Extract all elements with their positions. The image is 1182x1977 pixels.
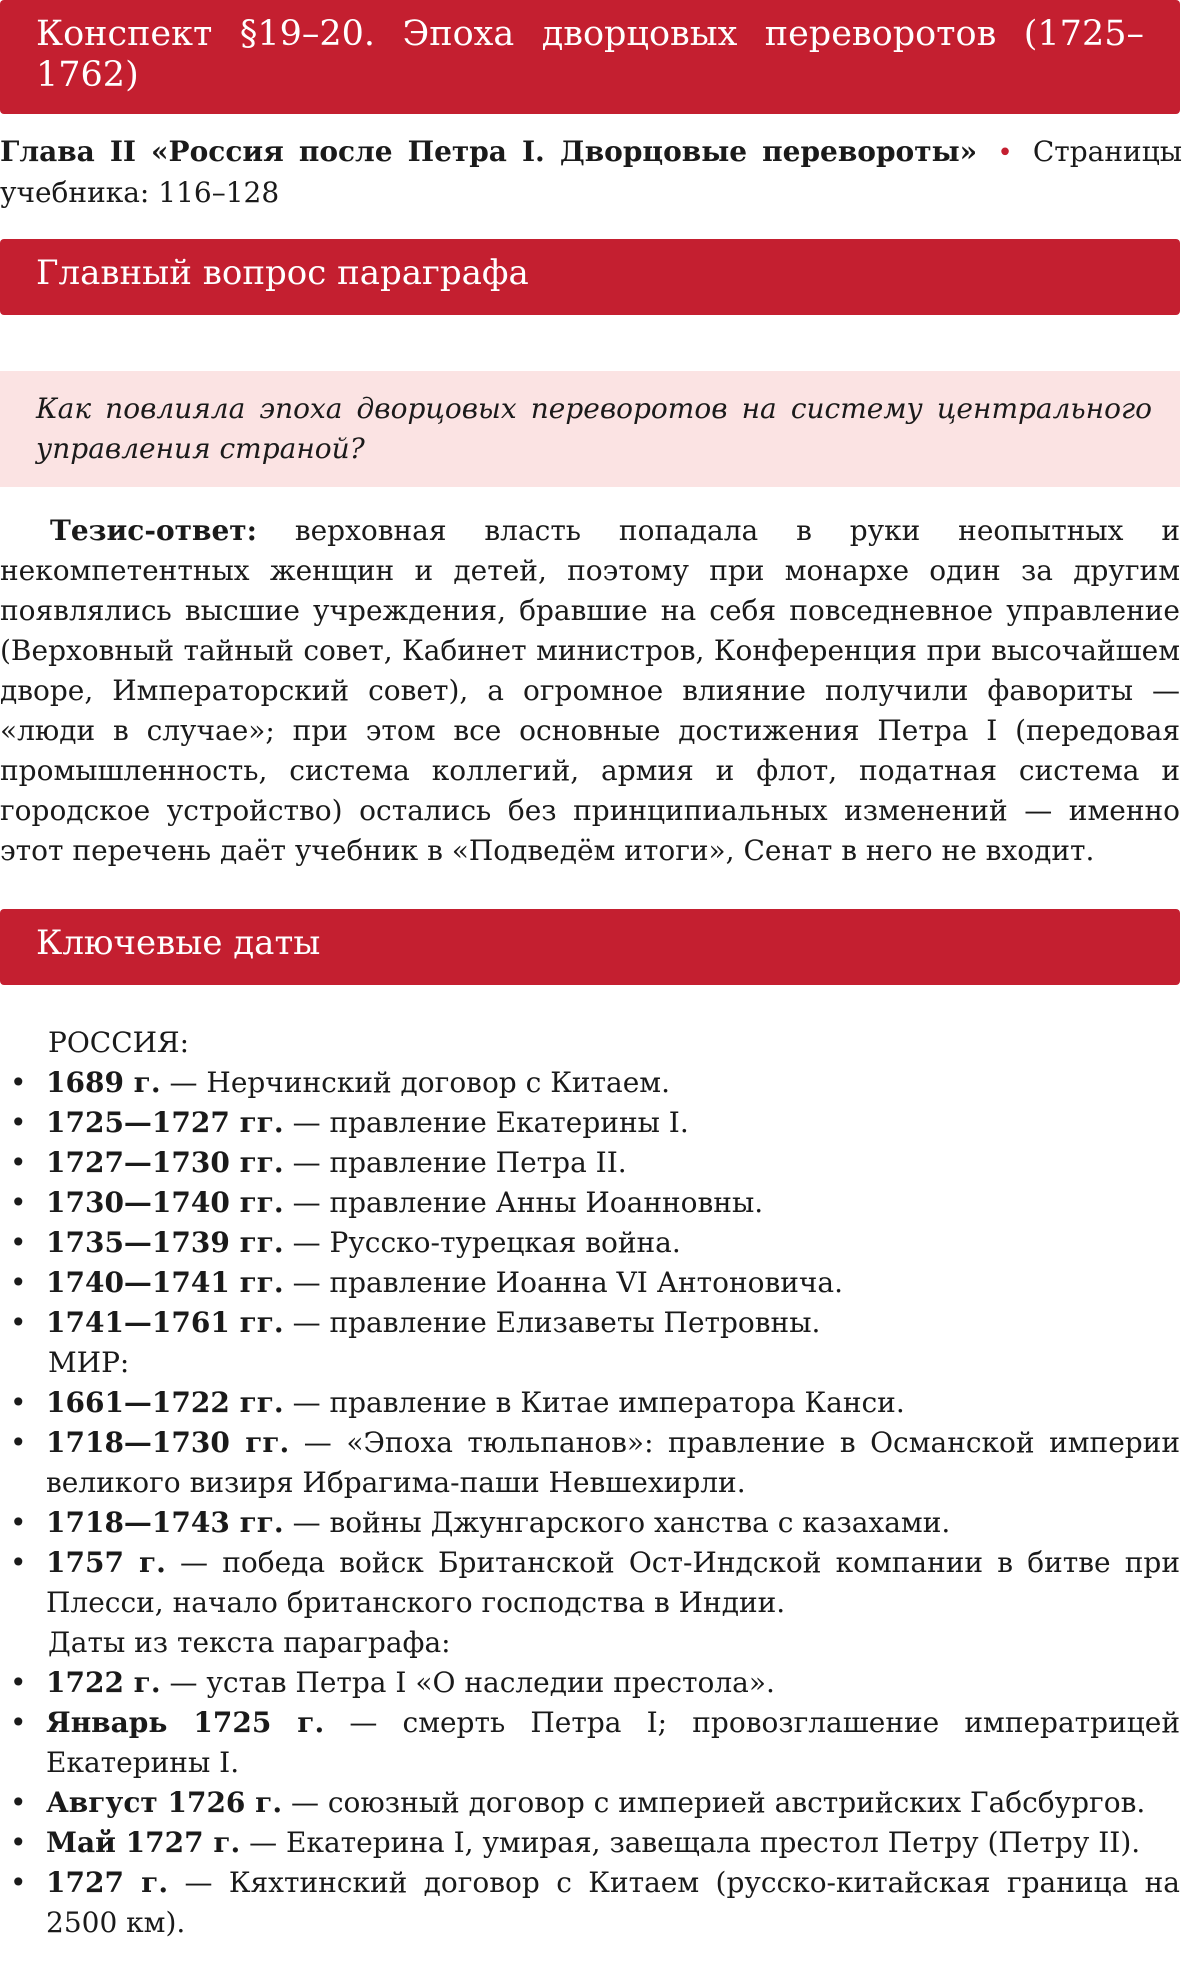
main-question-banner <box>0 239 1180 315</box>
bullet-icon: • <box>10 1546 27 1579</box>
date-label: 1661—1722 гг. <box>46 1386 284 1419</box>
date-text: — правление Екатерины I. <box>283 1106 689 1139</box>
date-label: Август 1726 г. <box>46 1786 283 1819</box>
key-dates-banner <box>0 909 1180 985</box>
list-item <box>0 1223 1180 1263</box>
chapter-pages: Страницы учебника: 116–128 <box>0 135 1182 209</box>
list-item <box>0 1823 1180 1863</box>
bullet-icon: • <box>10 1706 27 1739</box>
bullet-icon: • <box>10 1146 27 1179</box>
date-label: 1689 г. <box>46 1066 161 1099</box>
key-dates-list <box>0 1023 1180 1943</box>
date-label: 1722 г. <box>46 1666 161 1699</box>
page-title: Конспект §19–20. Эпоха дворцовых переворотов (1725–1762) <box>36 14 1144 95</box>
bullet-icon: • <box>10 1186 27 1219</box>
main-question-box <box>0 371 1180 487</box>
date-label: 1730—1740 гг. <box>46 1186 284 1219</box>
date-label: 1727—1730 гг. <box>46 1146 284 1179</box>
date-label: Январь 1725 г. <box>46 1706 325 1739</box>
date-label: 1727 г. <box>46 1866 169 1899</box>
date-label: 1725—1727 гг. <box>46 1106 284 1139</box>
bullet-icon: • <box>10 1666 27 1699</box>
list-item <box>0 1183 1180 1223</box>
date-text: — победа войск Британской Ост-Индской компании в битве при Плесси, начало британского господства в Индии. <box>46 1546 1180 1619</box>
list-item <box>0 1063 1180 1103</box>
thesis-text: верховная власть попадала в руки неопытных и некомпетентных женщин и детей, поэтому при монархе один за другим появлялись высшие учреждения, бравшие на себя повседневное управление (Верховный тайный совет, Кабинет министров, Конференция при высочайшем дворе, Императорский совет), а огромное влияние получили фавориты — «люди в случае»; при этом все основные достижения Петра I (передовая промышленность, система коллегий, армия и флот, податная система и городское устройство) остались без принципиальных изменений — именно этот перечень даёт учебник в «Подведём итоги», Сенат в него не входит. <box>0 514 1180 867</box>
group-label-russia: РОССИЯ: <box>48 1026 190 1059</box>
bullet-icon: • <box>10 1386 27 1419</box>
date-label: 1718—1730 гг. <box>46 1426 290 1459</box>
date-text: — Екатерина I, умирая, завещала престол Петру (Петру II). <box>240 1826 1141 1859</box>
date-text: — правление Анны Иоанновны. <box>283 1186 764 1219</box>
date-text: — правление Петра II. <box>283 1146 627 1179</box>
date-text: — устав Петра I «О наследии престола». <box>160 1666 775 1699</box>
list-item <box>0 1863 1180 1943</box>
list-item <box>0 1103 1180 1143</box>
date-label: Май 1727 г. <box>46 1826 241 1859</box>
bullet-icon: • <box>10 1506 27 1539</box>
date-label: 1757 г. <box>46 1546 166 1579</box>
date-text: — «Эпоха тюльпанов»: правление в Османской империи великого визиря Ибрагима-паши Невшехирли. <box>46 1426 1181 1499</box>
list-item <box>0 1783 1180 1823</box>
date-text: — союзный договор с империей австрийских Габсбургов. <box>282 1786 1146 1819</box>
bullet-icon: • <box>10 1106 27 1139</box>
list-item <box>0 1143 1180 1183</box>
date-text: — Нерчинский договор с Китаем. <box>160 1066 670 1099</box>
date-label: 1718—1743 гг. <box>46 1506 284 1539</box>
list-item <box>0 1663 1180 1703</box>
main-question-heading: Главный вопрос параграфа <box>36 253 529 293</box>
bullet-icon: • <box>10 1306 27 1339</box>
list-item <box>0 1503 1180 1543</box>
bullet-icon: • <box>10 1066 27 1099</box>
list-item <box>0 1303 1180 1343</box>
thesis-label: Тезис-ответ: <box>50 514 257 547</box>
group-label-world: МИР: <box>48 1346 130 1379</box>
page-title-banner <box>0 0 1180 114</box>
bullet-icon: • <box>10 1866 27 1899</box>
group-label-paragraph-dates: Даты из текста параграфа: <box>48 1626 451 1659</box>
key-dates-heading: Ключевые даты <box>36 923 321 963</box>
list-item <box>0 1263 1180 1303</box>
bullet-icon: • <box>10 1266 27 1299</box>
thesis-paragraph <box>0 511 1180 871</box>
date-text: — Кяхтинский договор с Китаем (русско-китайская граница на 2500 км). <box>46 1866 1180 1939</box>
date-text: — правление в Китае императора Канси. <box>283 1386 905 1419</box>
list-item <box>0 1703 1180 1783</box>
date-label: 1740—1741 гг. <box>46 1266 284 1299</box>
bullet-icon: • <box>10 1826 27 1859</box>
chapter-info <box>0 114 1182 213</box>
date-label: 1741—1761 гг. <box>46 1306 284 1339</box>
date-text: — правление Иоанна VI Антоновича. <box>283 1266 844 1299</box>
date-text: — правление Елизаветы Петровны. <box>283 1306 821 1339</box>
list-item <box>0 1383 1180 1423</box>
bullet-icon: • <box>10 1426 27 1459</box>
bullet-icon: • <box>10 1786 27 1819</box>
list-item <box>0 1543 1180 1623</box>
list-item <box>0 1423 1180 1503</box>
date-label: 1735—1739 гг. <box>46 1226 284 1259</box>
chapter-title: Глава II «Россия после Петра I. Дворцовые перевороты» <box>0 135 978 168</box>
date-text: — войны Джунгарского ханства с казахами. <box>283 1506 951 1539</box>
main-question-text: Как повлияла эпоха дворцовых переворотов на систему центрального управления страной? <box>36 392 1152 465</box>
date-text: — смерть Петра I; провозглашение императрицей Екатерины I. <box>46 1706 1180 1779</box>
chapter-separator-bullet: • <box>997 138 1013 168</box>
date-text: — Русско-турецкая война. <box>283 1226 681 1259</box>
bullet-icon: • <box>10 1226 27 1259</box>
